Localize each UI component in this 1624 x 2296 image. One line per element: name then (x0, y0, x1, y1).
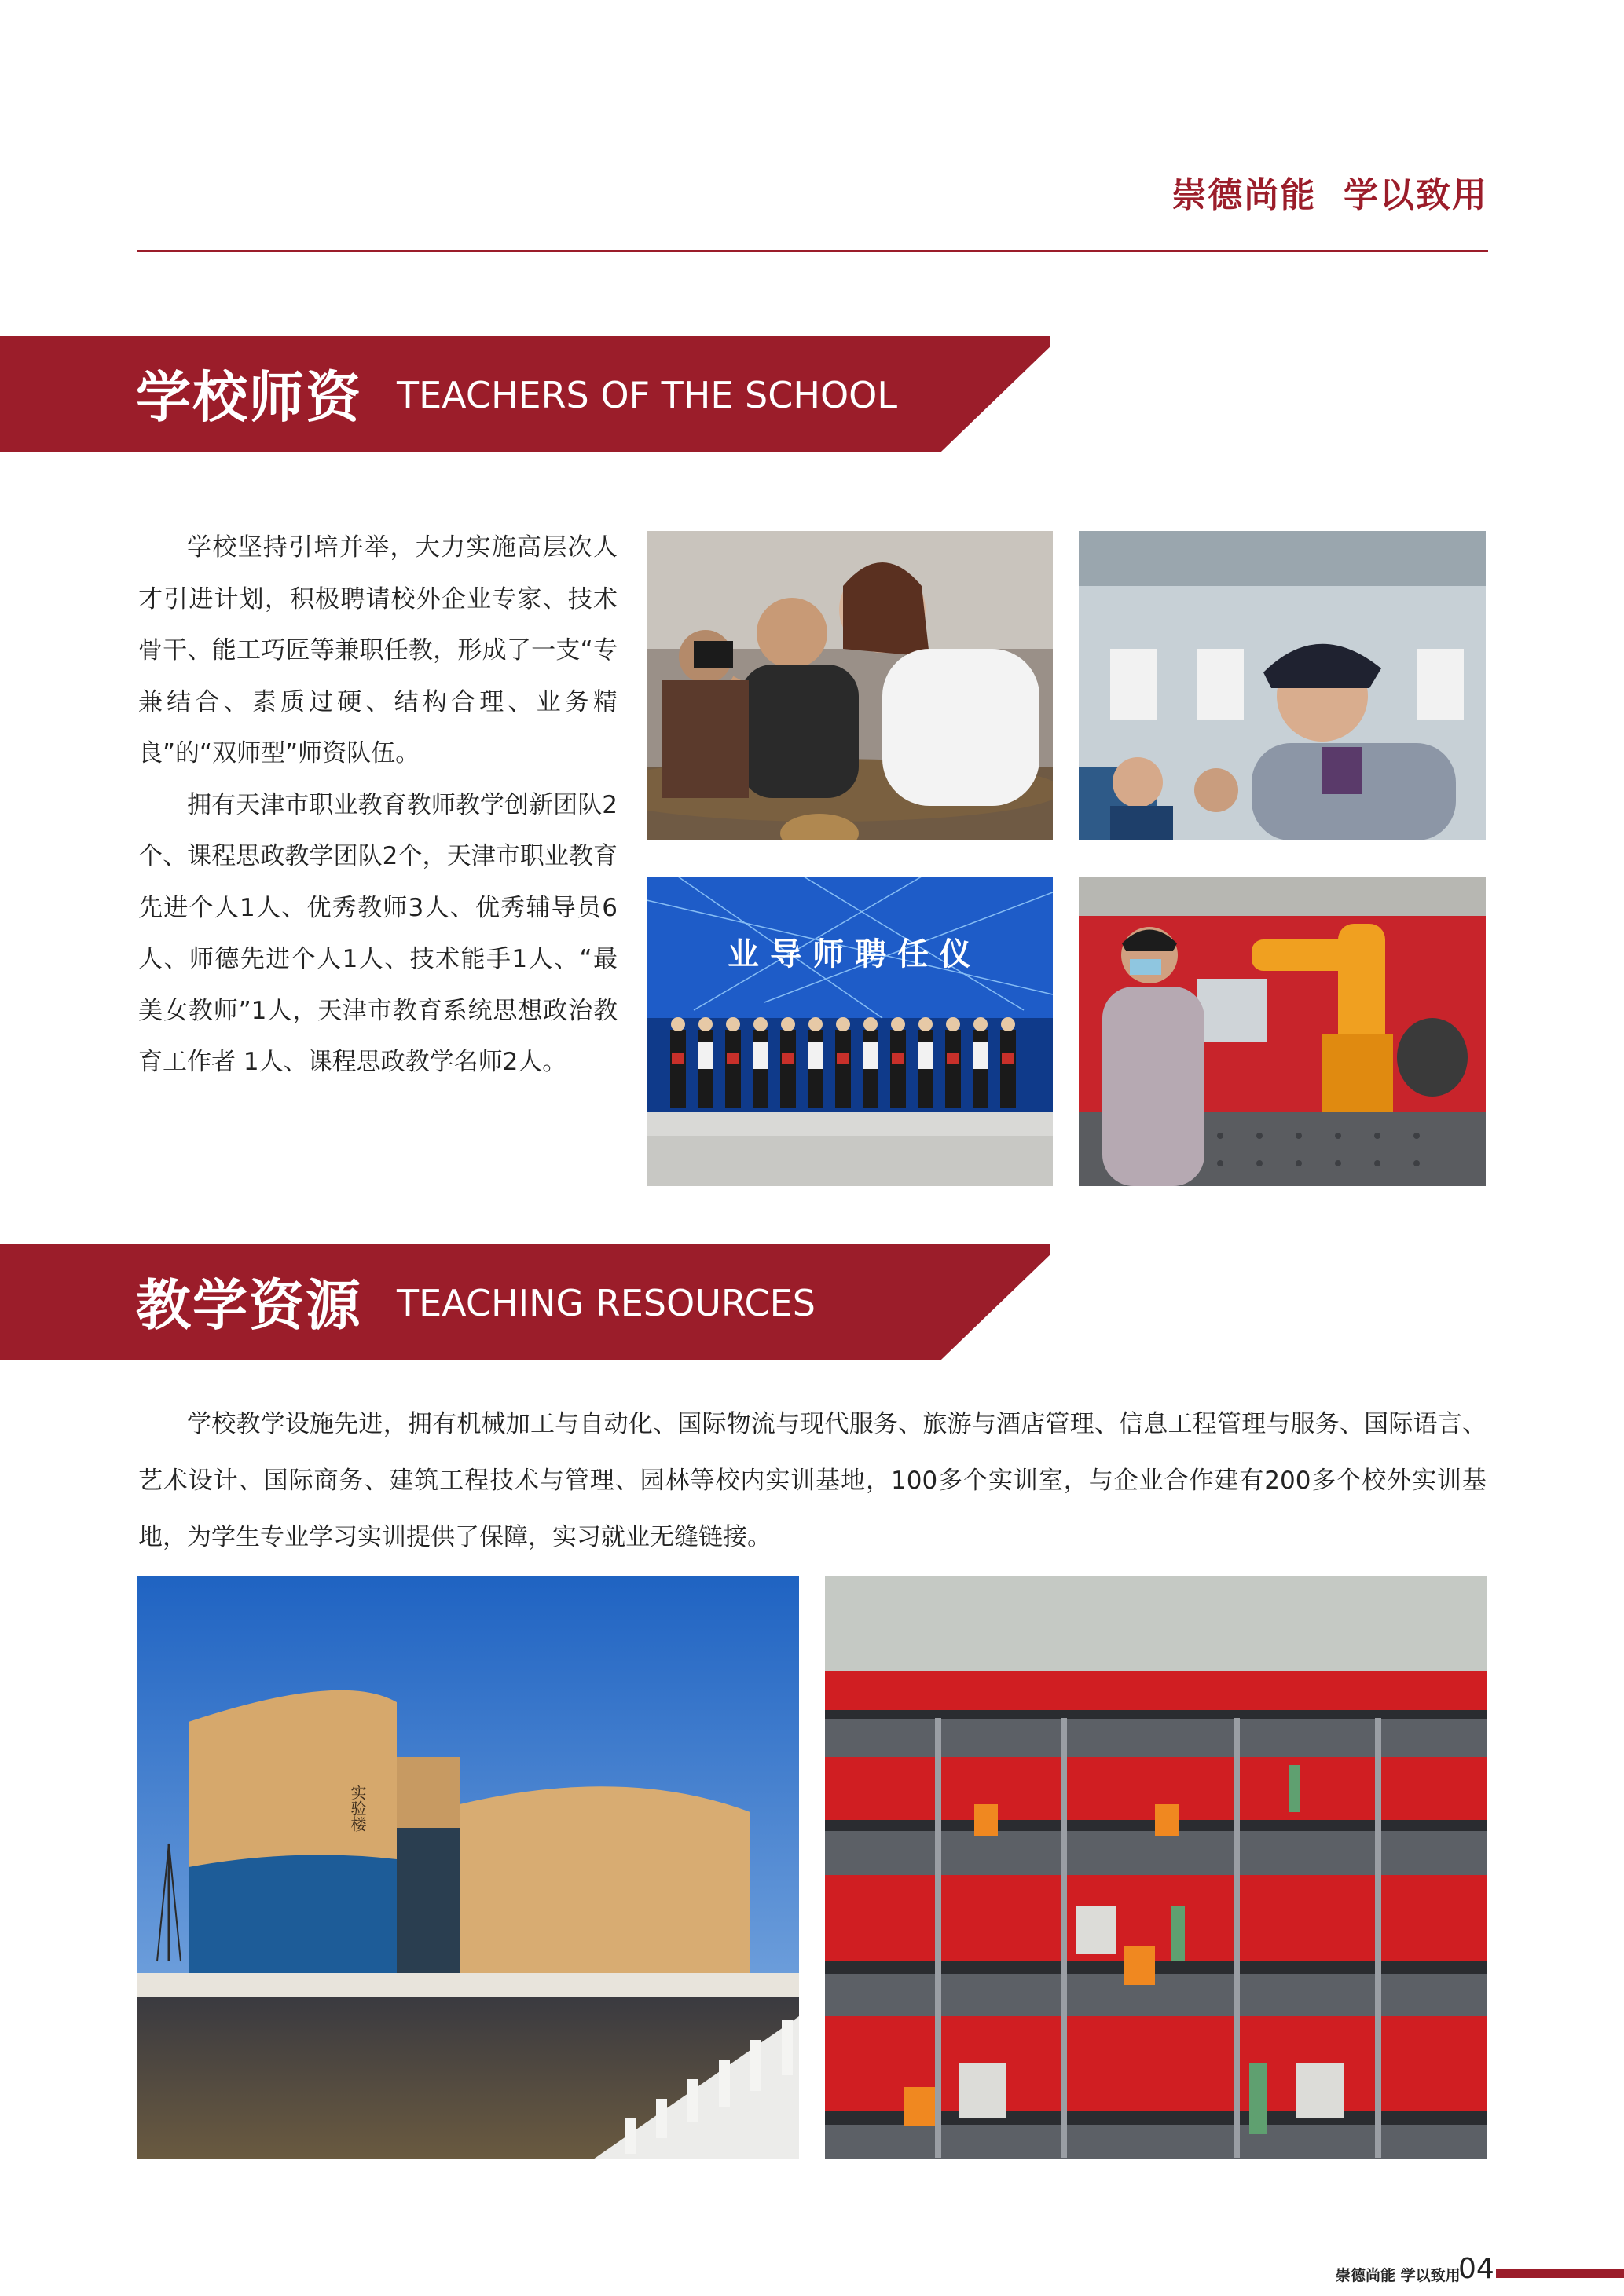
footer-bar (1496, 2269, 1624, 2278)
ceremony-sign-text: 业 导 师 聘 任 仪 (728, 936, 971, 972)
teachers-title-cn: 学校师资 (136, 365, 362, 430)
photo-training-workshop (825, 1576, 1487, 2159)
resources-title-cn: 教学资源 (136, 1273, 362, 1338)
header-motto: 崇德尚能 学以致用 (1171, 175, 1488, 215)
photo-welding-robot (1079, 877, 1486, 1186)
photo-laboratory-building (137, 1576, 799, 2159)
resources-section-banner (0, 1244, 1050, 1360)
page-number: 04 (1458, 2253, 1494, 2285)
footer-motto: 崇德尚能 学以致用 (1336, 2267, 1461, 2284)
teachers-section-banner (0, 336, 1050, 452)
header-divider (137, 250, 1488, 252)
photo-female-instructor (1079, 531, 1486, 840)
teachers-paragraph-1: 学校坚持引培并举，大力实施高层次人才引进计划，积极聘请校外企业专家、技术骨干、能工巧匠等兼职任教，形成了一支“专兼结合、素质过硬、结构合理、业务精良”的“双师型”师资队伍。 (138, 533, 618, 767)
building-sign: 实验楼 (348, 1785, 367, 1832)
resources-title-en: TEACHING RESOURCES (397, 1282, 816, 1324)
resources-text (138, 1396, 1487, 1565)
teachers-paragraph-2: 拥有天津市职业教育教师教学创新团队2个、课程思政教学团队2个，天津市职业教育先进个人1人、优秀教师3人、优秀辅导员6人、师德先进个人1人、技术能手1人、“最美女教师”1人，天津市教育系统思想政治教育工作者 1人、课程思政教学名师2人。 (138, 790, 618, 1076)
teachers-title-en: TEACHERS OF THE SCHOOL (397, 374, 897, 416)
teachers-text (138, 522, 618, 1089)
photo-teacher-demonstration (647, 531, 1053, 840)
resources-paragraph: 学校教学设施先进，拥有机械加工与自动化、国际物流与现代服务、旅游与酒店管理、信息工程管理与服务、国际语言、艺术设计、国际商务、建筑工程技术与管理、园林等校内实训基地，100多个实训室，与企业合作建有200多个校外实训基地，为学生专业学习实训提供了保障，实习就业无缝链接。 (138, 1410, 1487, 1551)
photo-appointment-ceremony (647, 877, 1053, 1186)
